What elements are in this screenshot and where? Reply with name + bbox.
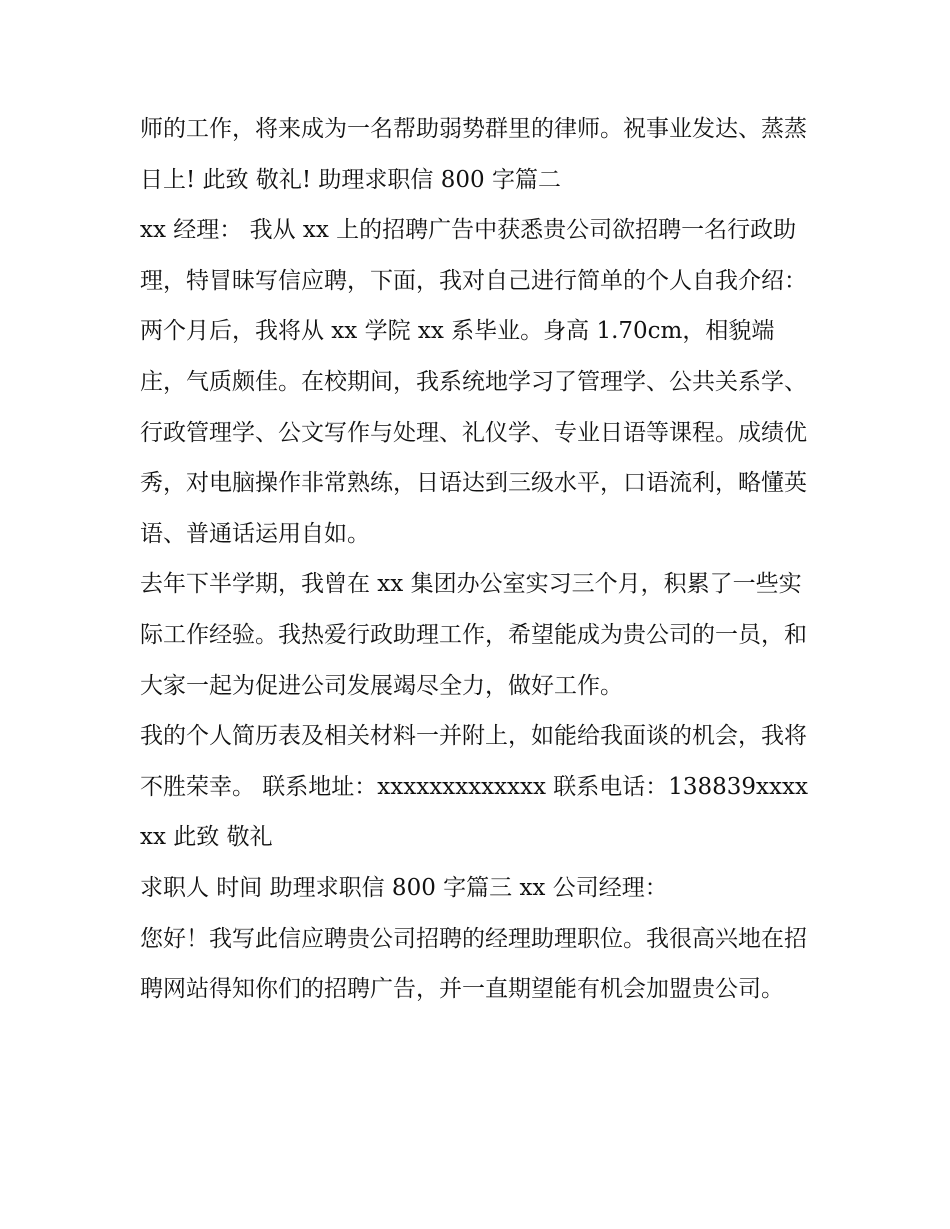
paragraph-1: 师的工作，将来成为一名帮助弱势群里的律师。祝事业发达、蒸蒸日上! 此致 敬礼! 助理求职信 800 字篇二: [140, 116, 807, 193]
paragraph-5: 我的个人简历表及相关材料一并附上，如能给我面谈的机会，我将不胜荣幸。 联系地址：xxxxxxxxxxxxx 联系电话：138839xxxxxx 此致 敬礼: [140, 723, 808, 851]
paragraph-6: 求职人 时间 助理求职信 800 字篇三 xx 公司经理：: [140, 874, 668, 901]
paragraph-7: 您好！我写此信应聘贵公司招聘的经理助理职位。我很高兴地在招聘网站得知你们的招聘广告，并一直期望能有机会加盟贵公司。: [140, 925, 807, 1003]
document-body: [140, 104, 815, 1015]
paragraph-2: xx 经理： 我从 xx 上的招聘广告中获悉贵公司欲招聘一名行政助理，特冒昧写信应聘，下面，我对自己进行简单的个人自我介绍：: [140, 217, 807, 294]
paragraph-3: 两个月后，我将从 xx 学院 xx 系毕业。身高 1.70cm，相貌端庄，气质颇佳。在校期间，我系统地学习了管理学、公共关系学、行政管理学、公文写作与处理、礼仪学、专业日语等课程。成绩优秀，对电脑操作非常熟练，日语达到三级水平，口语流利，略懂英语、普通话运用自如。: [140, 318, 807, 547]
paragraph-4: 去年下半学期，我曾在 xx 集团办公室实习三个月，积累了一些实际工作经验。我热爱行政助理工作，希望能成为贵公司的一员，和大家一起为促进公司发展竭尽全力，做好工作。: [140, 571, 807, 699]
